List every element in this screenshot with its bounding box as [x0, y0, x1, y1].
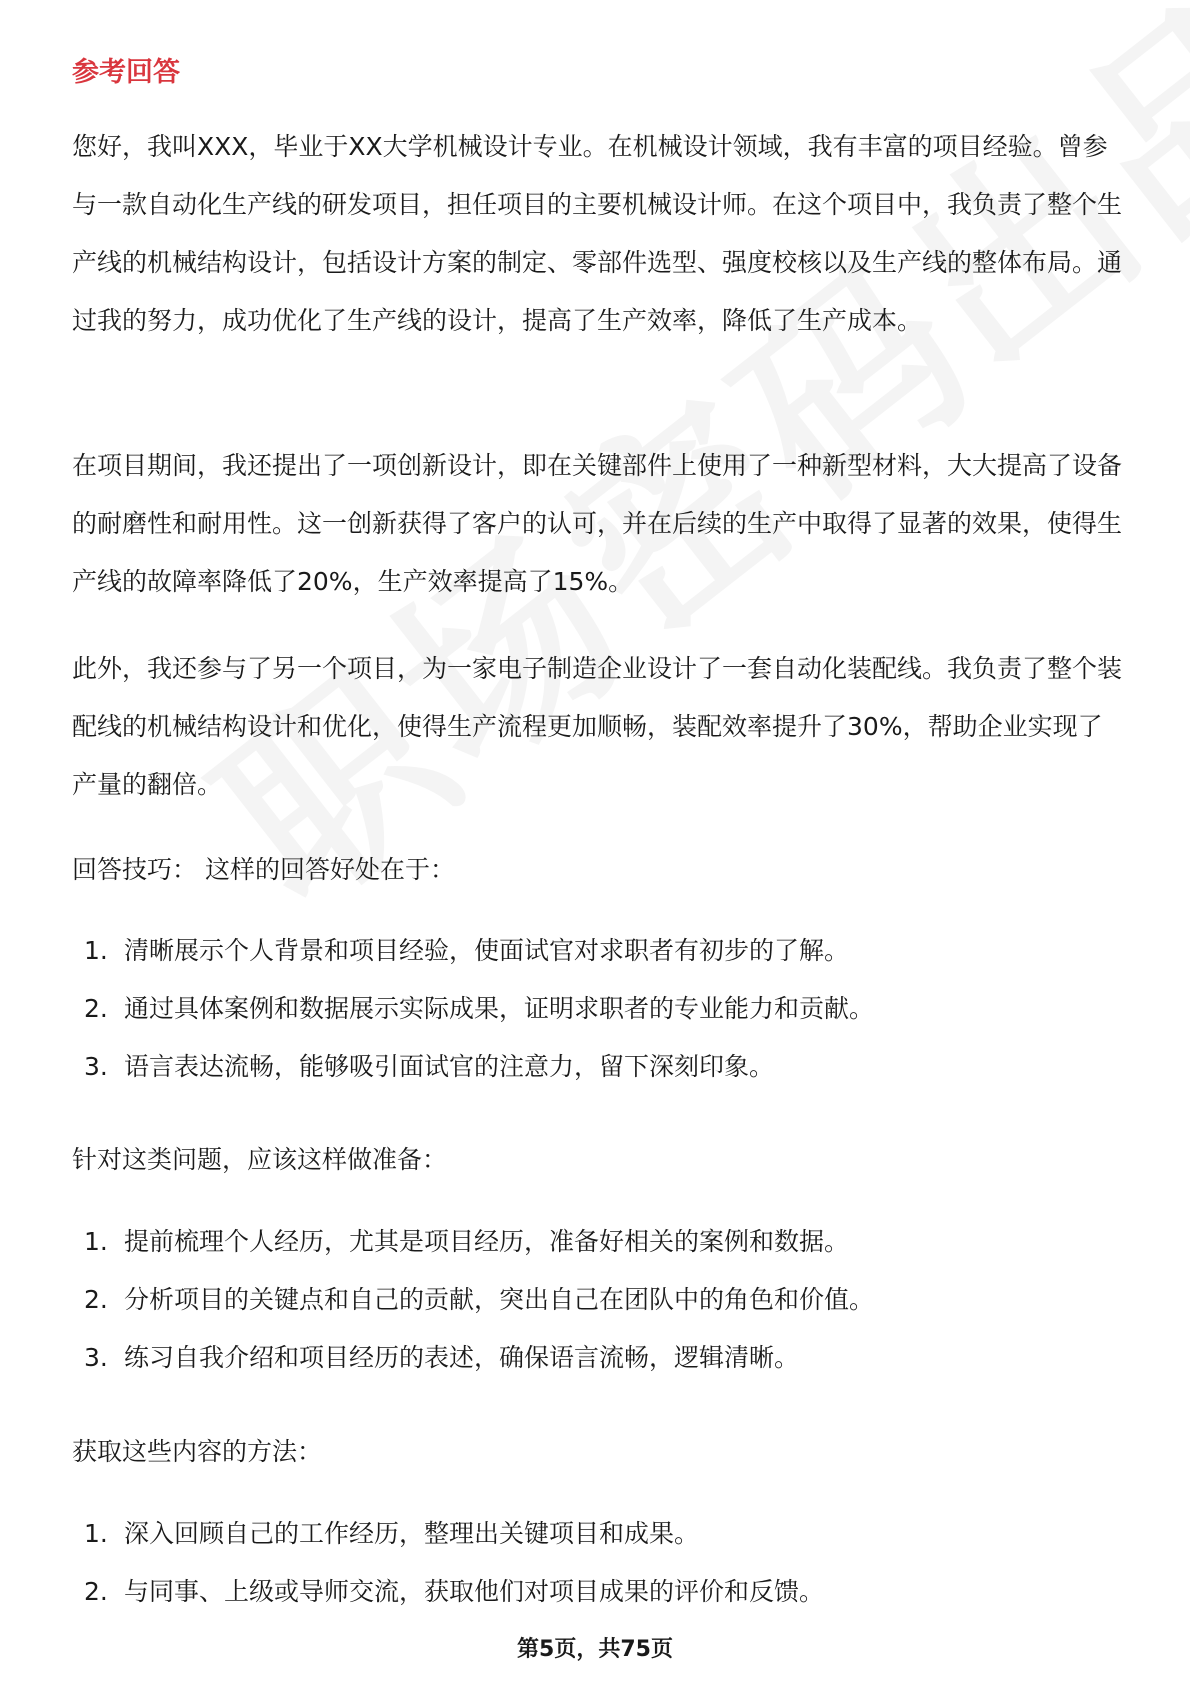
list-item-number: 2.: [84, 1577, 108, 1606]
list-item-number: 1.: [84, 1519, 108, 1548]
list-item-text: 清晰展示个人背景和项目经验，使面试官对求职者有初步的了解。: [124, 936, 850, 965]
list-item: [84, 922, 1124, 980]
list-item-text: 语言表达流畅，能够吸引面试官的注意力，留下深刻印象。: [124, 1052, 775, 1081]
page-number: 第5页，共75页: [517, 1637, 673, 1662]
answer-paragraph-1: 您好，我叫XXX，毕业于XX大学机械设计专业。在机械设计领域，我有丰富的项目经验。曾参与一款自动化生产线的研发项目，担任项目的主要机械设计师。在这个项目中，我负责了整个生产线的机械结构设计，包括设计方案的制定、零部件选型、强度校核以及生产线的整体布局。通过我的努力，成功优化了生产线的设计，提高了生产效率，降低了生产成本。: [72, 132, 1123, 335]
preparation-list: [84, 1213, 1124, 1387]
list-item-text: 练习自我介绍和项目经历的表述，确保语言流畅，逻辑清晰。: [124, 1343, 800, 1372]
answer-paragraph-3: 此外，我还参与了另一个项目，为一家电子制造企业设计了一套自动化装配线。我负责了整个装配线的机械结构设计和优化，使得生产流程更加顺畅，装配效率提升了30%，帮助企业实现了产量的翻倍。: [72, 654, 1123, 799]
list-item-number: 1.: [84, 1227, 108, 1256]
list-item-text: 与同事、上级或导师交流，获取他们对项目成果的评价和反馈。: [124, 1577, 825, 1606]
list-item: [84, 1505, 1124, 1563]
list-item-number: 2.: [84, 1285, 108, 1314]
tips-label: 回答技巧： 这样的回答好处在于：: [72, 855, 455, 884]
section-heading: 参考回答: [72, 57, 180, 88]
list-item-text: 提前梳理个人经历，尤其是项目经历，准备好相关的案例和数据。: [124, 1227, 850, 1256]
answer-paragraph-2: 在项目期间，我还提出了一项创新设计，即在关键部件上使用了一种新型材料，大大提高了设备的耐磨性和耐用性。这一创新获得了客户的认可，并在后续的生产中取得了显著的效果，使得生产线的故障率降低了20%，生产效率提高了15%。: [72, 451, 1123, 596]
list-item-text: 通过具体案例和数据展示实际成果，证明求职者的专业能力和贡献。: [124, 994, 875, 1023]
preparation-label: 针对这类问题，应该这样做准备：: [72, 1145, 448, 1174]
list-item: [84, 1038, 1124, 1096]
list-item: [84, 980, 1124, 1038]
list-item-text: 分析项目的关键点和自己的贡献，突出自己在团队中的角色和价值。: [124, 1285, 875, 1314]
list-item: [84, 1329, 1124, 1387]
methods-label: 获取这些内容的方法：: [72, 1437, 323, 1466]
list-item-number: 2.: [84, 994, 108, 1023]
methods-list: [84, 1505, 1124, 1621]
list-item-number: 1.: [84, 936, 108, 965]
list-item-number: 3.: [84, 1343, 108, 1372]
list-item: [84, 1563, 1124, 1621]
list-item-text: 深入回顾自己的工作经历，整理出关键项目和成果。: [124, 1519, 700, 1548]
list-item: [84, 1213, 1124, 1271]
list-item-number: 3.: [84, 1052, 108, 1081]
tips-list: [84, 922, 1124, 1096]
list-item: [84, 1271, 1124, 1329]
